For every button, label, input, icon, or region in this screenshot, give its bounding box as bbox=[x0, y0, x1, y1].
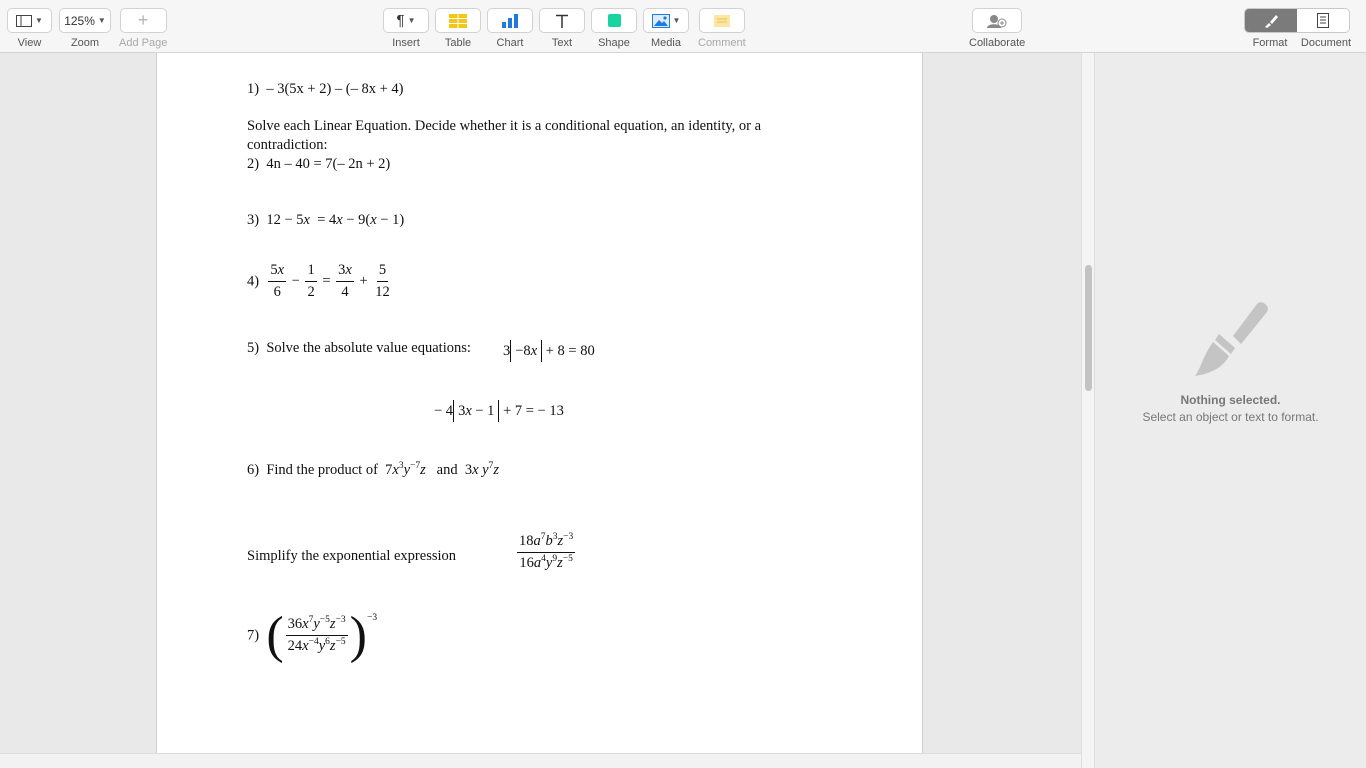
problem-5 bbox=[247, 340, 471, 357]
document-canvas[interactable] bbox=[0, 53, 1081, 768]
chevron-down-icon: ▼ bbox=[407, 16, 416, 25]
problem-3 bbox=[247, 212, 404, 229]
problem-number: 1) bbox=[247, 81, 260, 97]
left-paren: ( bbox=[266, 607, 284, 664]
view-menu[interactable] bbox=[7, 8, 52, 49]
problem-number: 7) bbox=[247, 627, 260, 644]
text-button[interactable] bbox=[539, 8, 585, 33]
add-page-button[interactable] bbox=[120, 8, 167, 33]
and-text: and bbox=[436, 462, 458, 478]
exponential-expression: $\frac{18a^7b^3z^{-3}}{16a^4y^9z^{-5}}$ bbox=[519, 532, 574, 571]
table-menu[interactable] bbox=[435, 8, 481, 49]
chart-button[interactable] bbox=[487, 8, 533, 33]
table-label: Table bbox=[444, 37, 472, 49]
insert-button[interactable] bbox=[383, 8, 429, 33]
document-page[interactable] bbox=[156, 53, 923, 753]
chevron-down-icon: ▼ bbox=[97, 16, 106, 25]
paintbrush-icon bbox=[1191, 296, 1273, 378]
table-button[interactable] bbox=[435, 8, 481, 33]
document-button[interactable] bbox=[1297, 9, 1349, 32]
text-label: Text bbox=[551, 37, 573, 49]
instructions-line-2: contradiction: bbox=[247, 137, 328, 153]
media-button[interactable] bbox=[643, 8, 689, 33]
abs-equation-1: 3 −8x + 8 = 80 bbox=[503, 340, 595, 362]
zoom-button[interactable] bbox=[59, 8, 111, 33]
scrollbar-thumb[interactable] bbox=[1085, 265, 1092, 391]
view-label: View bbox=[17, 37, 42, 49]
problem-number: 6) bbox=[247, 462, 260, 478]
chevron-down-icon: ▼ bbox=[35, 16, 43, 25]
inspector-switch bbox=[1244, 8, 1356, 49]
problem-2 bbox=[247, 156, 390, 173]
problem-number: 5) bbox=[247, 340, 260, 356]
problem-expression: – 3(5x + 2) – (– 8x + 4) bbox=[266, 81, 404, 97]
vertical-scrollbar[interactable] bbox=[1081, 53, 1095, 768]
problem-1 bbox=[247, 81, 404, 98]
insert-label: Insert bbox=[392, 37, 420, 49]
plus-icon: + bbox=[137, 10, 149, 30]
table-icon bbox=[449, 14, 467, 28]
chart-icon bbox=[502, 14, 518, 28]
comment-menu[interactable] bbox=[698, 8, 746, 49]
problem-4 bbox=[247, 263, 394, 301]
right-paren: ) bbox=[349, 607, 367, 664]
shape-menu[interactable] bbox=[591, 8, 637, 49]
paragraph-icon: ¶ bbox=[396, 12, 405, 29]
comment-label: Comment bbox=[698, 37, 746, 49]
sidebar-layout-icon bbox=[16, 15, 32, 27]
equation: 12 − 5x = 4x − 9(x − 1) bbox=[266, 212, 405, 228]
insert-menu[interactable] bbox=[383, 8, 429, 49]
document-icon bbox=[1317, 13, 1329, 28]
abs-equation-2: − 4 3x − 1 + 7 = − 13 bbox=[434, 400, 564, 422]
problem-6 bbox=[247, 462, 499, 479]
inspector-segmented-control bbox=[1244, 8, 1350, 33]
toolbar bbox=[0, 0, 1366, 53]
format-button[interactable] bbox=[1245, 9, 1297, 32]
problem-expression: 4n – 40 = 7(– 2n + 2) bbox=[266, 156, 391, 172]
expression: $7x^3y^{-7}z$ bbox=[385, 461, 426, 478]
media-menu[interactable] bbox=[643, 8, 689, 49]
image-icon bbox=[652, 14, 670, 28]
format-label: Format bbox=[1252, 37, 1288, 49]
paintbrush-icon bbox=[1263, 14, 1279, 28]
simplify-text: Simplify the exponential expression bbox=[247, 548, 457, 564]
comment-icon bbox=[714, 15, 730, 27]
nothing-selected-hint: Select an object or text to format. bbox=[1142, 410, 1319, 424]
document-label: Document bbox=[1300, 37, 1352, 49]
nothing-selected-title: Nothing selected. bbox=[1180, 393, 1281, 407]
chevron-down-icon: ▼ bbox=[672, 16, 681, 25]
media-label: Media bbox=[651, 37, 681, 49]
collaborate-icon bbox=[987, 14, 1007, 28]
collaborate-label: Collaborate bbox=[969, 37, 1026, 49]
view-button[interactable] bbox=[7, 8, 52, 33]
shape-label: Shape bbox=[598, 37, 630, 49]
collaborate-menu[interactable] bbox=[969, 8, 1025, 49]
problem-text: Find the product of bbox=[266, 462, 378, 478]
chart-menu[interactable] bbox=[487, 8, 533, 49]
zoom-menu[interactable] bbox=[59, 8, 111, 49]
add-page-menu[interactable] bbox=[119, 8, 167, 49]
shape-button[interactable] bbox=[591, 8, 637, 33]
add-page-label: Add Page bbox=[119, 37, 168, 49]
text-menu[interactable] bbox=[539, 8, 585, 49]
collaborate-button[interactable] bbox=[972, 8, 1022, 33]
format-inspector bbox=[1095, 53, 1366, 768]
problem-number: 2) bbox=[247, 156, 260, 172]
chart-label: Chart bbox=[496, 37, 524, 49]
instructions-line-1: Solve each Linear Equation. Decide whether it is a conditional equation, an identity, or a bbox=[247, 118, 762, 134]
problem-text: Solve the absolute value equations: bbox=[266, 340, 471, 356]
problem-7: 7) ( $\frac{36x^7y^{-5}z^{-3}}{24x^{-4}y^6z^{-5}}$ )$^{-3}$ bbox=[247, 607, 378, 664]
shape-icon bbox=[608, 14, 621, 27]
problem-number: 4) bbox=[247, 273, 260, 290]
problem-number: 3) bbox=[247, 212, 260, 228]
outer-exponent: −3 bbox=[367, 613, 378, 623]
zoom-label: Zoom bbox=[70, 37, 100, 49]
comment-button[interactable] bbox=[699, 8, 745, 33]
horizontal-scrollbar[interactable] bbox=[0, 753, 1081, 768]
zoom-value: 125% bbox=[64, 13, 95, 28]
expression: 3x $y^7z$ bbox=[464, 461, 500, 478]
equation: $\frac{5x}{6}$ − $\frac{1}{2}$ = $\frac{3x}{4}$ + $\frac{5}{12}$ bbox=[270, 262, 390, 300]
text-icon bbox=[555, 14, 569, 28]
